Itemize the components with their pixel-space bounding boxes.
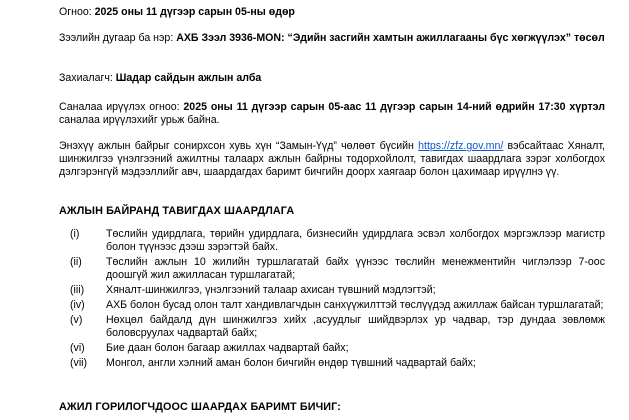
date-label: Огноо: bbox=[59, 6, 95, 18]
requirement-text: Бие даан болон багаар ажиллах чадвартай байх; bbox=[106, 342, 349, 354]
requirement-number: (ii) bbox=[70, 256, 82, 268]
requirement-text: Төслийн ажлын 10 жилийн туршлагатай байх үүнээс төслийн менежментийн чиглэлээр 7-оос доошгүй жил ажилласан туршлагатай; bbox=[106, 256, 605, 281]
requirement-number: (iii) bbox=[70, 284, 85, 296]
requirement-number: (vii) bbox=[70, 357, 88, 369]
project-label: Зээлийн дугаар ба нэр: bbox=[59, 32, 177, 44]
intro-paragraph bbox=[59, 140, 605, 179]
project-value: АХБ Зээл 3936-MON: “Эдийн засгийн хамтын ажиллагааны бүс хөгжүүлэх” төсөл bbox=[176, 32, 605, 44]
requirement-item bbox=[59, 284, 605, 297]
date-line bbox=[59, 6, 599, 19]
requirements-list bbox=[59, 228, 605, 372]
date-value: 2025 оны 11 дүгээр сарын 05-ны өдөр bbox=[94, 6, 295, 18]
requirement-item bbox=[59, 357, 605, 370]
requirement-item bbox=[59, 342, 605, 355]
requirement-text: Хяналт-шинжилгээ, үнэлгээний талаар ахисан түвшний мэдлэгтэй; bbox=[106, 284, 436, 296]
client-label: Захиалагч: bbox=[59, 72, 116, 84]
requirement-text: Нөхцөл байдалд дүн шинжилгээ хийх ,асуудлыг шийдвэрлэх ур чадвар, тэр дундаа зөвлөмж боловсруулах чадвартай байх; bbox=[106, 314, 605, 339]
documents-heading: АЖИЛ ГОРИЛОГЧДООС ШААРДАХ БАРИМТ БИЧИГ: bbox=[59, 401, 341, 413]
submission-value: 2025 оны 11 дүгээр сарын 05-аас 11 дүгээр сарын 14-ний өдрийн 17:30 хүртэл bbox=[183, 101, 605, 113]
requirement-item bbox=[59, 228, 605, 254]
requirement-number: (i) bbox=[70, 228, 80, 240]
zfz-website-link[interactable]: https://zfz.gov.mn/ bbox=[418, 140, 504, 152]
submission-line bbox=[59, 101, 605, 127]
requirement-number: (v) bbox=[70, 314, 83, 326]
client-line bbox=[59, 72, 599, 85]
requirements-heading: АЖЛЫН БАЙРАНД ТАВИГДАХ ШААРДЛАГА bbox=[59, 205, 295, 217]
requirement-item bbox=[59, 256, 605, 282]
intro-text-before-link: Энэхүү ажлын байрыг сонирхсон хувь хүн “Замын-Үүд” чөлөөт бүсийн bbox=[59, 140, 419, 152]
client-value: Шадар сайдын ажлын алба bbox=[115, 72, 262, 84]
project-line bbox=[59, 32, 609, 45]
requirement-item bbox=[59, 314, 605, 340]
requirement-number: (iv) bbox=[70, 299, 85, 311]
requirement-text: Монгол, англи хэлний аман болон бичгийн өндөр түвшний чадвартай байх; bbox=[106, 357, 476, 369]
requirement-item bbox=[59, 299, 605, 312]
requirement-text: Төслийн удирдлага, төрийн удирдлага, бизнесийн удирдлага эсвэл холбогдох мэргэжлээр магистр болон түүнээс дээш зэрэгтэй байх. bbox=[106, 228, 605, 253]
submission-suffix: саналаа ирүүлэхийг урьж байна. bbox=[59, 114, 220, 126]
requirement-number: (vi) bbox=[70, 342, 85, 354]
intro-text-after-link: вэбсайтаас Хяналт, шинжилгээ үнэлгээний ажилтны талаарх ажлын байрны тодорхойлолт, тавигдах шаардлага зэрэг холбогдох дэлгэрэнгүй мэдээллийг авч, шаардагдах баримт бичгийн доорх хаягаар болон цахимаар ирүүлнэ үү. bbox=[59, 140, 605, 178]
requirement-text: АХБ болон бусад олон талт хандивлагчдын санхүүжилттэй төслүүдэд ажиллаж байсан туршлагатай; bbox=[106, 299, 604, 311]
submission-label: Саналаа ирүүлэх огноо: bbox=[59, 101, 184, 113]
